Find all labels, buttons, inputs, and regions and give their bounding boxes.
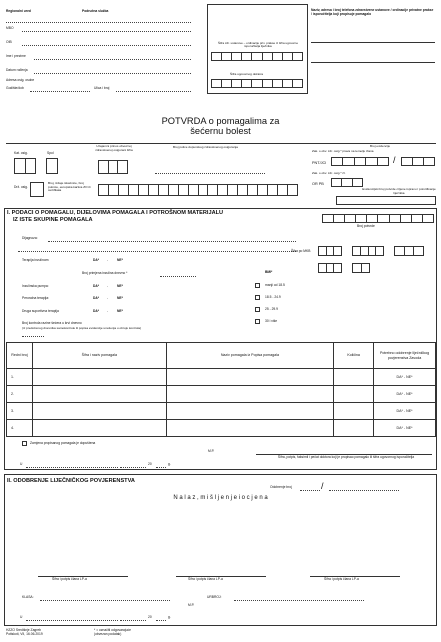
card-number-label: Broj, izdaje iskaznice, broj putnice, europska kartica ZO ili certifikata [48, 181, 91, 193]
institution-line-2 [311, 62, 435, 63]
confirmation-number-boxes[interactable] [322, 214, 434, 223]
bmi-checkbox-2[interactable] [255, 295, 260, 300]
regional-office-label: Regionalni ured [6, 9, 31, 13]
bmi-option-3: 25 - 29.9 [265, 307, 279, 311]
insurance-category-boxes[interactable] [14, 158, 36, 174]
sex-label: Spol [47, 151, 54, 155]
date-field[interactable] [120, 467, 146, 468]
institution-line [311, 42, 435, 43]
bmi-checkbox-4[interactable] [255, 319, 260, 324]
row-number: 2. [7, 386, 33, 403]
insulin-therapy-label: Terapija inzulinom: [22, 258, 50, 262]
title-line-1: POTVRDA o pomagalima za [161, 116, 280, 126]
footer-note [94, 629, 131, 637]
sex-box[interactable] [46, 158, 58, 174]
record-number-label: Broj evidencije [370, 144, 391, 148]
institution-code-boxes[interactable] [211, 52, 303, 61]
table-row[interactable] [7, 420, 436, 437]
record-confirm-label: Evidencijski broj potvrde crljene ispravu / potvrđivanje liječnika [362, 187, 436, 195]
row-code-cell[interactable] [32, 420, 166, 437]
other-yes-option[interactable]: DA* [93, 309, 100, 313]
year-field[interactable] [156, 467, 166, 468]
committee-place-field[interactable] [26, 620, 118, 621]
policy-number-field[interactable] [155, 173, 265, 174]
other-therapy-label: Druga suportivna terapija [22, 309, 59, 313]
row-quantity-cell[interactable] [334, 369, 374, 386]
oral-dash: - [107, 296, 109, 300]
bmi-checkbox-3[interactable] [255, 307, 260, 312]
oral-no-option[interactable]: NE* [117, 296, 123, 300]
committee-year-field[interactable] [156, 620, 166, 621]
street-field[interactable] [116, 91, 191, 92]
or-pb-boxes[interactable] [331, 178, 363, 187]
footer-left-line-2: Potiskoti, VII, 16.06.2019 [6, 631, 43, 636]
birthdate-label: Datum rođenja [6, 68, 28, 72]
mbo-field[interactable] [22, 31, 191, 32]
row-approval-cell[interactable]: DA* - NE* [374, 420, 436, 437]
footer-left-line-1: HZZO Središnje Zagreb [6, 628, 41, 632]
aids-table [6, 342, 436, 437]
address-label: Adresa osig. osobe [6, 78, 35, 82]
committee-year-abbrev: g. [168, 615, 171, 619]
mkb-code-boxes-5[interactable] [352, 263, 370, 273]
member-3-caption: Šifra i potpis člana LP-a [324, 577, 359, 581]
mkb-code-label: Šifra po MKB [291, 249, 311, 253]
insurance-category-label: Kat. osig. [14, 151, 28, 155]
slash-separator: / [393, 155, 396, 165]
bmi-option-1: manji od 18.5 [265, 283, 285, 287]
regional-office-field[interactable] [6, 22, 191, 23]
diagnosis-label: Dijagnoza: [22, 236, 38, 240]
stamp-label: M.P. [208, 449, 215, 453]
section-2-title: II. ODOBRENJE LIJEČNIČKOG POVJERENSTVA [7, 478, 135, 484]
year-abbrev: g. [168, 462, 171, 466]
row-code-cell[interactable] [32, 369, 166, 386]
year-label: Godište/dob [6, 86, 24, 90]
insulin-daily-label: Broj primjena inzulina dnevno * [82, 271, 128, 275]
other-dash: - [107, 309, 109, 313]
substitution-label: Zamjena propisanog pomagala je dopuštena [30, 441, 96, 445]
institution-info-text: Naziv, adresa i broj telefona zdravstvene ustanove / ordinacije privatne prakse / isporučitelja koji propisuje pomagalo [311, 8, 434, 17]
bmi-option-4: 30 i više [265, 319, 278, 323]
table-header-row [7, 343, 436, 369]
pump-no-option[interactable]: NE* [117, 284, 123, 288]
mutual-contribution-boxes[interactable] [98, 160, 128, 174]
col-quantity-header: Količina [334, 343, 374, 369]
col-ordinal-header: Redni broj [7, 343, 33, 369]
row-approval-cell[interactable]: DA* - NE* [374, 386, 436, 403]
approval-number-field[interactable] [300, 490, 320, 491]
col-name-header: Naziv pomagala iz Popisa pomagala [166, 343, 334, 369]
other-no-option[interactable]: NE* [117, 309, 123, 313]
row-quantity-cell[interactable] [334, 403, 374, 420]
row-quantity-cell[interactable] [334, 386, 374, 403]
oib-label: OIB [6, 40, 12, 44]
findings-area[interactable] [20, 506, 420, 570]
approval-number-label: Odobrenje broj [270, 485, 292, 489]
col-code-header: Šifra i naziv pomagala [32, 343, 166, 369]
row-number: 3. [7, 403, 33, 420]
policy-number-label: Broj police dopunskog zdravstvenog osiguranja [173, 145, 238, 149]
member-2-caption: Šifra i potpis člana LP-a [188, 577, 223, 581]
approval-year-field[interactable] [329, 490, 399, 491]
mbo-label: MBO [6, 26, 14, 30]
oral-yes-option[interactable]: DA* [93, 296, 100, 300]
name-label: Ime i prezime [6, 54, 26, 58]
oral-therapy-label: Peroralna terapija: [22, 296, 49, 300]
reg-number-field[interactable] [234, 600, 364, 601]
section-1-title [7, 210, 223, 224]
row-name-cell[interactable] [166, 420, 334, 437]
year-field[interactable] [30, 91, 90, 92]
class-label: KLASA: [22, 595, 34, 599]
place-field[interactable] [26, 467, 118, 468]
bmi-option-2: 18.5 - 24.9 [265, 295, 281, 299]
insulin-dash: - [107, 258, 109, 262]
findings-heading: N a l a z , m i š l j e n j e i o c j e n a [173, 495, 268, 501]
regional-branch-label: Područna služba [82, 9, 109, 13]
row-number: 1. [7, 369, 33, 386]
member-1-caption: Šifra i potpis člana LP-a [52, 577, 87, 581]
mkb-code-boxes-1[interactable] [318, 246, 342, 256]
diagnosis-field[interactable] [48, 241, 296, 242]
footer-note-line-2: (obvezan podatak) [94, 631, 122, 636]
glucose-control-field[interactable] [22, 336, 44, 337]
title-line-2: šećernu bolest [190, 126, 251, 137]
mutual-contribution-label: Uzajamni prinos obveznoj zdravstvenoj osigurani šifra [95, 144, 133, 152]
committee-place-label: U [20, 615, 23, 619]
record-confirm-box[interactable] [336, 196, 436, 205]
or-pb-label: OR PB [312, 182, 324, 186]
insulin-pump-label: Inzulinska pumpa: [22, 284, 49, 288]
law-article-2-label: Zak. o obv. zdr. osig.* čl. [312, 171, 346, 175]
mkb-code-boxes-2[interactable] [352, 246, 384, 256]
doctor-code-boxes[interactable] [211, 79, 303, 88]
confirmation-number-label: Broj potvrde [357, 224, 375, 228]
committee-year-prefix: 20 [148, 615, 152, 619]
mkb-code-boxes-3[interactable] [394, 246, 424, 256]
pnt-year-boxes[interactable] [401, 157, 435, 166]
footer-note-line-1: * = označiti odgovarajuće [94, 628, 131, 632]
glucose-control-note: (iz predočenog dnevnika samokontrole ili popisa evidencije unešenja u obroju kontrola) [22, 326, 142, 330]
law-article-label: Zak. o obv. zdr. osig.* prava na temelju člana [312, 149, 374, 153]
glucose-control-label: Broj kontrola razine šećera u krvi dnevno [22, 321, 82, 325]
bmi-checkbox-1[interactable] [255, 283, 260, 288]
year-prefix: 20 [148, 462, 152, 466]
row-approval-cell[interactable]: DA* - NE* [374, 369, 436, 386]
doctor-signature-caption: Šifra, potpis, faksimil i pečat doktora koji je propisao pomagalo ili šifra ugovornog isporučitelja [277, 455, 415, 459]
card-number-boxes[interactable] [98, 184, 298, 196]
document-title [0, 116, 441, 137]
pnt-label: PNT/JCI [312, 161, 327, 165]
street-label: Ulica i broj [94, 86, 110, 90]
insulin-daily-field[interactable] [160, 276, 196, 277]
row-name-cell[interactable] [166, 369, 334, 386]
table-row[interactable] [7, 369, 436, 386]
birthdate-field[interactable] [34, 73, 191, 74]
row-approval-cell[interactable]: DA* - NE* [374, 403, 436, 420]
table-row[interactable] [7, 386, 436, 403]
reg-number-label: URBROJ: [207, 595, 222, 599]
row-name-cell[interactable] [166, 386, 334, 403]
substitution-checkbox[interactable] [22, 441, 27, 446]
insulin-yes-option[interactable]: DA* [93, 258, 100, 262]
insulin-no-option[interactable]: NE* [117, 258, 123, 262]
bmi-label: BMI* [265, 270, 273, 274]
committee-stamp-label: M.P. [188, 603, 195, 607]
diagnosis-field-2[interactable] [18, 251, 296, 252]
pump-yes-option[interactable]: DA* [93, 284, 100, 288]
name-field[interactable] [34, 59, 191, 60]
row-code-cell[interactable] [32, 386, 166, 403]
pnt-boxes[interactable] [331, 157, 389, 166]
footer-left [6, 629, 43, 637]
row-name-cell[interactable] [166, 403, 334, 420]
place-label: U [20, 462, 23, 466]
col-approval-header: Potrebno odobrenje liječničkog povjerenstva Zavoda [374, 343, 436, 369]
doctor-code-label: Šifra ugovornog doktora [230, 72, 264, 76]
row-code-cell[interactable] [32, 403, 166, 420]
table-row[interactable] [7, 403, 436, 420]
oib-field[interactable] [22, 45, 191, 46]
section-1-title-line-2: IZ ISTE SKUPINE POMAGALA [13, 216, 93, 223]
section-1-title-line-1: I. PODACI O POMAGALU, DIJELOVIMA POMAGALA I POTROŠNOM MATERIJALU [7, 210, 224, 216]
committee-date-field[interactable] [120, 620, 146, 621]
state-insurance-label: Drž. osig. [14, 185, 28, 189]
class-field[interactable] [40, 600, 170, 601]
mkb-code-boxes-4[interactable] [318, 263, 342, 273]
institution-code-label: Šifra zdr. ustanove – ordinacije priv. prakse iz šifra ugovorne isporučitelja liječnika [218, 41, 298, 49]
approval-slash: / [321, 481, 324, 491]
row-number: 4. [7, 420, 33, 437]
state-insurance-box[interactable] [30, 182, 44, 197]
pump-dash: - [107, 284, 109, 288]
row-quantity-cell[interactable] [334, 420, 374, 437]
